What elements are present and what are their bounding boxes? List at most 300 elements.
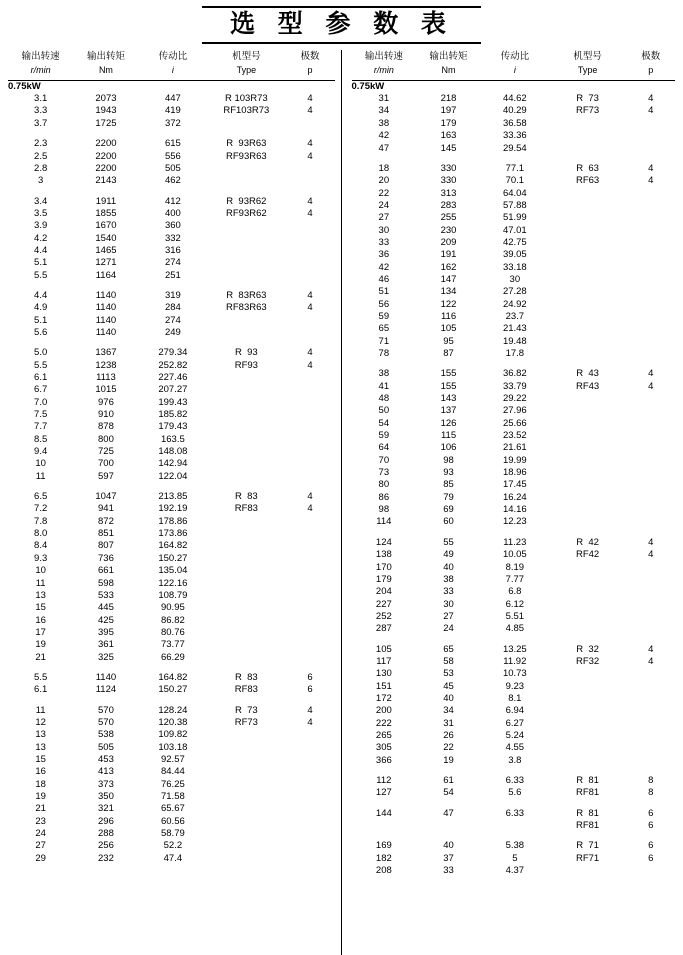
group-spacer bbox=[8, 282, 335, 290]
table-row bbox=[352, 212, 676, 224]
cell-output-speed: 38 bbox=[378, 368, 390, 380]
cell-output-torque: 60 bbox=[443, 516, 454, 528]
cell-poles bbox=[286, 163, 335, 175]
table-row bbox=[352, 755, 676, 767]
cell-ratio: 4.37 bbox=[505, 865, 525, 877]
table-row bbox=[8, 491, 335, 503]
cell-output-torque: 22 bbox=[443, 742, 454, 754]
table-row bbox=[352, 381, 676, 393]
cell-ratio: 120.38 bbox=[158, 716, 188, 728]
cell-type bbox=[207, 791, 285, 803]
cell-type bbox=[207, 639, 285, 651]
cell-output-speed: 305 bbox=[375, 742, 392, 754]
table-row bbox=[8, 360, 335, 372]
cell-type bbox=[207, 163, 285, 175]
page-title: 选 型 参 数 表 bbox=[202, 6, 481, 44]
cell-output-speed: 34 bbox=[378, 105, 390, 117]
table-row bbox=[8, 163, 335, 175]
cell-output-torque: 40 bbox=[443, 840, 454, 852]
cell-output-speed: 56 bbox=[378, 298, 390, 310]
table-row bbox=[8, 245, 335, 257]
cell-type bbox=[207, 627, 285, 639]
table-row bbox=[352, 336, 676, 348]
cell-poles bbox=[286, 446, 335, 458]
cell-output-torque: 232 bbox=[98, 852, 114, 864]
cell-type: R 73 bbox=[576, 93, 599, 105]
cell-output-speed: 54 bbox=[378, 417, 390, 429]
cell-type bbox=[207, 233, 285, 245]
table-row bbox=[352, 249, 676, 261]
cell-poles: 4 bbox=[307, 347, 313, 359]
table-row bbox=[8, 516, 335, 528]
cell-ratio: 14.16 bbox=[502, 504, 527, 516]
table-row bbox=[8, 717, 335, 729]
table-row bbox=[352, 188, 676, 200]
title-area bbox=[0, 0, 683, 44]
cell-output-torque bbox=[416, 820, 481, 832]
cell-ratio: 252.82 bbox=[158, 359, 188, 371]
table-row bbox=[352, 175, 676, 187]
parameter-table-left bbox=[8, 50, 335, 865]
cell-ratio: 103.18 bbox=[158, 741, 188, 753]
table-row bbox=[352, 853, 676, 865]
cell-output-speed: 4.2 bbox=[34, 232, 48, 244]
cell-ratio: 6.33 bbox=[505, 807, 525, 819]
cell-ratio: 52.2 bbox=[163, 840, 183, 852]
cell-type bbox=[549, 574, 627, 586]
cell-poles bbox=[286, 540, 335, 552]
cell-poles bbox=[626, 479, 675, 491]
cell-poles bbox=[286, 590, 335, 602]
header-output-speed: 输出转速 r/min bbox=[21, 51, 60, 76]
cell-ratio: 505 bbox=[164, 162, 181, 174]
table-row bbox=[352, 405, 676, 417]
cell-ratio: 24.92 bbox=[502, 298, 527, 310]
cell-output-speed: 3 bbox=[38, 175, 44, 187]
table-header-row bbox=[352, 50, 676, 78]
cell-output-torque: 1911 bbox=[95, 195, 117, 207]
cell-output-speed: 8.5 bbox=[34, 433, 48, 445]
table-row bbox=[8, 290, 335, 302]
cell-output-speed: 17 bbox=[35, 626, 46, 638]
cell-output-speed: 138 bbox=[375, 549, 392, 561]
cell-output-speed: 19 bbox=[35, 639, 46, 651]
cell-output-torque: 413 bbox=[98, 766, 114, 778]
table-row bbox=[352, 718, 676, 730]
group-spacer bbox=[352, 832, 676, 840]
cell-ratio: 33.18 bbox=[502, 261, 527, 273]
table-row bbox=[352, 467, 676, 479]
cell-poles bbox=[626, 504, 675, 516]
cell-output-torque: 2200 bbox=[95, 138, 117, 150]
cell-type bbox=[549, 130, 627, 142]
table-columns bbox=[0, 50, 683, 955]
cell-poles bbox=[286, 257, 335, 269]
cell-type bbox=[207, 553, 285, 565]
cell-ratio: 108.79 bbox=[158, 589, 188, 601]
cell-output-speed: 65 bbox=[378, 323, 390, 335]
cell-output-speed: 2.5 bbox=[34, 150, 48, 162]
cell-ratio: 5.24 bbox=[505, 729, 525, 741]
cell-output-torque: 570 bbox=[98, 704, 114, 716]
cell-type: R 81 bbox=[576, 775, 599, 786]
cell-ratio: 42.75 bbox=[502, 236, 527, 248]
group-spacer bbox=[8, 188, 335, 196]
header-output-speed: 输出转速 r/min bbox=[364, 51, 403, 76]
power-label-row bbox=[352, 80, 676, 93]
cell-output-torque: 61 bbox=[443, 775, 454, 786]
cell-poles: 4 bbox=[648, 536, 654, 548]
cell-type bbox=[207, 840, 285, 852]
table-row bbox=[8, 397, 335, 409]
cell-ratio: 47.4 bbox=[163, 852, 183, 864]
cell-output-speed: 86 bbox=[378, 491, 390, 503]
cell-type bbox=[549, 504, 627, 516]
cell-type bbox=[549, 323, 627, 335]
cell-output-speed: 105 bbox=[375, 643, 392, 655]
cell-poles bbox=[286, 627, 335, 639]
cell-output-speed: 222 bbox=[375, 717, 392, 729]
table-row bbox=[352, 430, 676, 442]
cell-type: RF43 bbox=[575, 380, 600, 392]
cell-output-torque: 155 bbox=[440, 368, 457, 380]
cell-output-torque: 1725 bbox=[95, 117, 117, 129]
cell-poles bbox=[626, 430, 675, 442]
table-row bbox=[8, 421, 335, 433]
power-label-row bbox=[8, 80, 335, 93]
cell-poles bbox=[626, 611, 675, 623]
table-row bbox=[352, 163, 676, 175]
table-row bbox=[352, 516, 676, 528]
cell-type bbox=[549, 336, 627, 348]
group-spacer bbox=[352, 529, 676, 537]
cell-output-speed: 112 bbox=[376, 775, 392, 786]
cell-ratio: 33.79 bbox=[502, 380, 527, 392]
group-spacer bbox=[8, 483, 335, 491]
cell-output-torque: 700 bbox=[98, 458, 114, 470]
cell-ratio: 70.1 bbox=[505, 175, 525, 187]
cell-output-torque: 1164 bbox=[95, 269, 117, 281]
table-row bbox=[352, 787, 676, 799]
cell-poles bbox=[626, 865, 675, 877]
cell-output-torque: 661 bbox=[98, 565, 114, 577]
cell-output-speed: 4.4 bbox=[34, 244, 48, 256]
cell-poles bbox=[626, 730, 675, 742]
cell-output-torque: 425 bbox=[98, 614, 114, 626]
cell-output-torque: 288 bbox=[98, 828, 114, 840]
cell-ratio: 3.8 bbox=[508, 754, 522, 766]
cell-poles bbox=[626, 516, 675, 528]
table-row bbox=[8, 196, 335, 208]
cell-output-torque: 115 bbox=[440, 430, 457, 442]
cell-type bbox=[549, 200, 627, 212]
cell-poles bbox=[626, 188, 675, 200]
cell-ratio: 192.19 bbox=[158, 503, 188, 515]
group-spacer bbox=[8, 130, 335, 138]
cell-type bbox=[549, 455, 627, 467]
cell-output-torque: 325 bbox=[98, 651, 114, 663]
cell-poles bbox=[626, 225, 675, 237]
cell-output-speed: 22 bbox=[378, 187, 390, 199]
cell-output-speed: 13 bbox=[35, 729, 46, 741]
cell-ratio: 60.56 bbox=[160, 815, 185, 827]
cell-output-speed: 15 bbox=[35, 602, 46, 614]
cell-poles bbox=[626, 200, 675, 212]
cell-output-speed: 366 bbox=[375, 754, 392, 766]
cell-type bbox=[549, 188, 627, 200]
table-row bbox=[8, 791, 335, 803]
cell-output-torque: 98 bbox=[443, 454, 454, 466]
table-column-right bbox=[342, 50, 676, 955]
cell-output-speed: 5.5 bbox=[34, 359, 48, 371]
cell-poles bbox=[286, 220, 335, 232]
cell-poles bbox=[626, 336, 675, 348]
header-output-torque: 输出转矩 Nm bbox=[86, 51, 125, 76]
cell-type bbox=[549, 237, 627, 249]
cell-ratio: 10.05 bbox=[502, 549, 527, 561]
cell-output-speed: 11 bbox=[35, 704, 46, 716]
header-poles: 极数 p bbox=[300, 51, 320, 76]
cell-poles: 4 bbox=[648, 380, 654, 392]
table-row bbox=[352, 368, 676, 380]
cell-ratio: 19.48 bbox=[502, 335, 527, 347]
cell-ratio: 30 bbox=[509, 273, 521, 285]
cell-type bbox=[207, 779, 285, 791]
cell-ratio: 64.04 bbox=[502, 187, 527, 199]
cell-output-torque: 54 bbox=[443, 787, 454, 799]
cell-type bbox=[207, 816, 285, 828]
cell-ratio: 8.1 bbox=[508, 692, 522, 704]
cell-type: R 93 bbox=[234, 347, 258, 359]
table-row bbox=[8, 270, 335, 282]
cell-type bbox=[549, 755, 627, 767]
cell-poles bbox=[286, 779, 335, 791]
cell-poles bbox=[286, 397, 335, 409]
cell-poles bbox=[286, 458, 335, 470]
cell-output-torque: 95 bbox=[443, 335, 454, 347]
cell-poles bbox=[286, 615, 335, 627]
table-row bbox=[8, 639, 335, 651]
table-row bbox=[352, 237, 676, 249]
cell-poles: 4 bbox=[307, 716, 313, 728]
cell-output-torque: 1140 bbox=[95, 289, 117, 301]
table-row bbox=[352, 393, 676, 405]
cell-output-speed: 11 bbox=[35, 470, 46, 482]
power-label: 0.75kW bbox=[351, 80, 385, 92]
cell-poles bbox=[626, 118, 675, 130]
table-row bbox=[352, 418, 676, 430]
group-spacer bbox=[8, 339, 335, 347]
cell-output-torque: 2200 bbox=[95, 150, 117, 162]
table-row bbox=[8, 615, 335, 627]
cell-poles bbox=[286, 652, 335, 664]
cell-poles bbox=[626, 693, 675, 705]
cell-poles bbox=[286, 315, 335, 327]
table-row bbox=[352, 808, 676, 820]
cell-type bbox=[549, 865, 627, 877]
cell-output-torque: 34 bbox=[443, 705, 454, 717]
cell-output-speed: 117 bbox=[376, 655, 392, 667]
cell-output-torque: 1465 bbox=[95, 244, 117, 256]
cell-output-speed: 13 bbox=[35, 589, 46, 601]
cell-output-torque: 453 bbox=[98, 753, 114, 765]
cell-type bbox=[549, 562, 627, 574]
cell-ratio: 19.99 bbox=[502, 454, 527, 466]
cell-ratio: 10.73 bbox=[502, 668, 527, 680]
cell-type: R 103R73 bbox=[224, 93, 268, 105]
cell-ratio bbox=[481, 820, 549, 832]
cell-ratio: 207.27 bbox=[158, 384, 188, 396]
cell-output-torque: 58 bbox=[443, 655, 454, 667]
cell-poles bbox=[286, 565, 335, 577]
cell-ratio: 316 bbox=[164, 244, 181, 256]
table-row bbox=[352, 200, 676, 212]
cell-ratio: 122.16 bbox=[158, 577, 188, 589]
cell-type: R 71 bbox=[576, 840, 599, 852]
cell-output-torque: 1943 bbox=[95, 105, 117, 117]
cell-type: RF83R63 bbox=[226, 302, 267, 314]
parameter-table-right bbox=[352, 50, 676, 877]
cell-output-speed: 5.5 bbox=[34, 671, 48, 683]
cell-type: RF73 bbox=[234, 716, 258, 728]
cell-type bbox=[549, 742, 627, 754]
cell-poles bbox=[286, 434, 335, 446]
cell-poles: 4 bbox=[648, 162, 654, 174]
cell-type: RF83 bbox=[234, 684, 258, 696]
cell-poles: 4 bbox=[307, 105, 313, 117]
cell-output-torque: 105 bbox=[440, 323, 457, 335]
cell-ratio: 251 bbox=[164, 269, 181, 281]
cell-ratio: 29.22 bbox=[502, 393, 527, 405]
cell-output-torque: 55 bbox=[443, 536, 454, 548]
table-row bbox=[352, 323, 676, 335]
cell-output-torque: 162 bbox=[440, 261, 457, 273]
cell-poles bbox=[286, 528, 335, 540]
table-row bbox=[352, 549, 676, 561]
cell-output-speed: 3.3 bbox=[34, 105, 48, 117]
cell-output-torque: 313 bbox=[440, 187, 457, 199]
cell-type: R 83 bbox=[234, 671, 258, 683]
table-row bbox=[352, 311, 676, 323]
cell-output-torque: 191 bbox=[440, 249, 457, 261]
cell-poles bbox=[626, 262, 675, 274]
cell-type: R 93R63 bbox=[226, 138, 267, 150]
cell-ratio: 6.33 bbox=[505, 775, 525, 786]
cell-output-speed: 6.1 bbox=[34, 684, 48, 696]
cell-output-torque: 533 bbox=[98, 589, 114, 601]
cell-ratio: 109.82 bbox=[158, 729, 188, 741]
cell-ratio: 319 bbox=[164, 289, 181, 301]
cell-poles bbox=[626, 143, 675, 155]
table-row bbox=[8, 503, 335, 515]
cell-type bbox=[207, 446, 285, 458]
table-row bbox=[352, 479, 676, 491]
cell-type: R 42 bbox=[576, 536, 599, 548]
cell-type bbox=[207, 565, 285, 577]
table-row bbox=[8, 458, 335, 470]
cell-output-torque: 296 bbox=[98, 815, 114, 827]
cell-type: RF71 bbox=[575, 852, 600, 864]
cell-poles: 4 bbox=[307, 704, 313, 716]
table-row bbox=[352, 574, 676, 586]
cell-ratio: 92.57 bbox=[160, 753, 185, 765]
cell-output-speed: 27 bbox=[378, 212, 390, 224]
table-row bbox=[352, 118, 676, 130]
table-row bbox=[8, 347, 335, 359]
cell-type bbox=[207, 828, 285, 840]
cell-type bbox=[207, 615, 285, 627]
cell-ratio: 7.77 bbox=[505, 573, 525, 585]
cell-poles bbox=[286, 853, 335, 865]
cell-type bbox=[549, 430, 627, 442]
cell-output-speed: 98 bbox=[378, 504, 390, 516]
cell-ratio: 412 bbox=[164, 195, 181, 207]
cell-output-torque: 116 bbox=[440, 310, 457, 322]
cell-type bbox=[549, 705, 627, 717]
cell-ratio: 419 bbox=[164, 105, 181, 117]
table-row bbox=[352, 681, 676, 693]
cell-output-speed: 114 bbox=[376, 516, 392, 528]
cell-output-torque: 1238 bbox=[95, 359, 117, 371]
table-row bbox=[8, 840, 335, 852]
cell-output-torque: 31 bbox=[443, 717, 454, 729]
cell-ratio: 332 bbox=[164, 232, 181, 244]
cell-type: R 63 bbox=[576, 162, 599, 174]
cell-ratio: 29.54 bbox=[502, 142, 527, 154]
cell-output-speed: 3.7 bbox=[34, 117, 48, 129]
header-ratio: 传动比 i bbox=[500, 51, 530, 76]
cell-type: RF32 bbox=[575, 655, 600, 667]
cell-output-torque: 878 bbox=[98, 421, 114, 433]
cell-type bbox=[549, 442, 627, 454]
cell-ratio: 27.28 bbox=[502, 286, 527, 298]
cell-type bbox=[207, 220, 285, 232]
cell-type bbox=[207, 516, 285, 528]
cell-ratio: 6.12 bbox=[505, 598, 525, 610]
cell-output-speed: 10 bbox=[35, 458, 46, 470]
cell-output-torque: 505 bbox=[98, 741, 114, 753]
cell-output-torque: 1140 bbox=[95, 314, 117, 326]
cell-type: RF42 bbox=[575, 549, 600, 561]
cell-ratio: 4.55 bbox=[505, 742, 525, 754]
cell-type: RF83 bbox=[234, 503, 258, 515]
cell-poles bbox=[286, 791, 335, 803]
table-row bbox=[352, 742, 676, 754]
cell-ratio: 33.36 bbox=[502, 130, 527, 142]
table-row bbox=[352, 623, 676, 635]
header-type: 机型号 Type bbox=[573, 51, 602, 76]
cell-output-speed: 5.6 bbox=[34, 326, 48, 338]
cell-ratio: 462 bbox=[164, 175, 181, 187]
cell-type bbox=[549, 730, 627, 742]
table-row bbox=[352, 348, 676, 360]
cell-type bbox=[207, 458, 285, 470]
cell-output-torque: 230 bbox=[440, 224, 457, 236]
cell-poles bbox=[286, 516, 335, 528]
cell-poles: 6 bbox=[648, 840, 654, 852]
table-row bbox=[352, 455, 676, 467]
cell-type bbox=[549, 681, 627, 693]
table-row bbox=[352, 130, 676, 142]
table-header-row bbox=[8, 50, 335, 78]
cell-poles: 6 bbox=[648, 852, 654, 864]
cell-ratio: 5.51 bbox=[505, 610, 525, 622]
cell-poles bbox=[626, 681, 675, 693]
table-column-left bbox=[8, 50, 342, 955]
cell-poles bbox=[626, 742, 675, 754]
cell-ratio: 17.45 bbox=[502, 479, 527, 491]
cell-type bbox=[549, 693, 627, 705]
